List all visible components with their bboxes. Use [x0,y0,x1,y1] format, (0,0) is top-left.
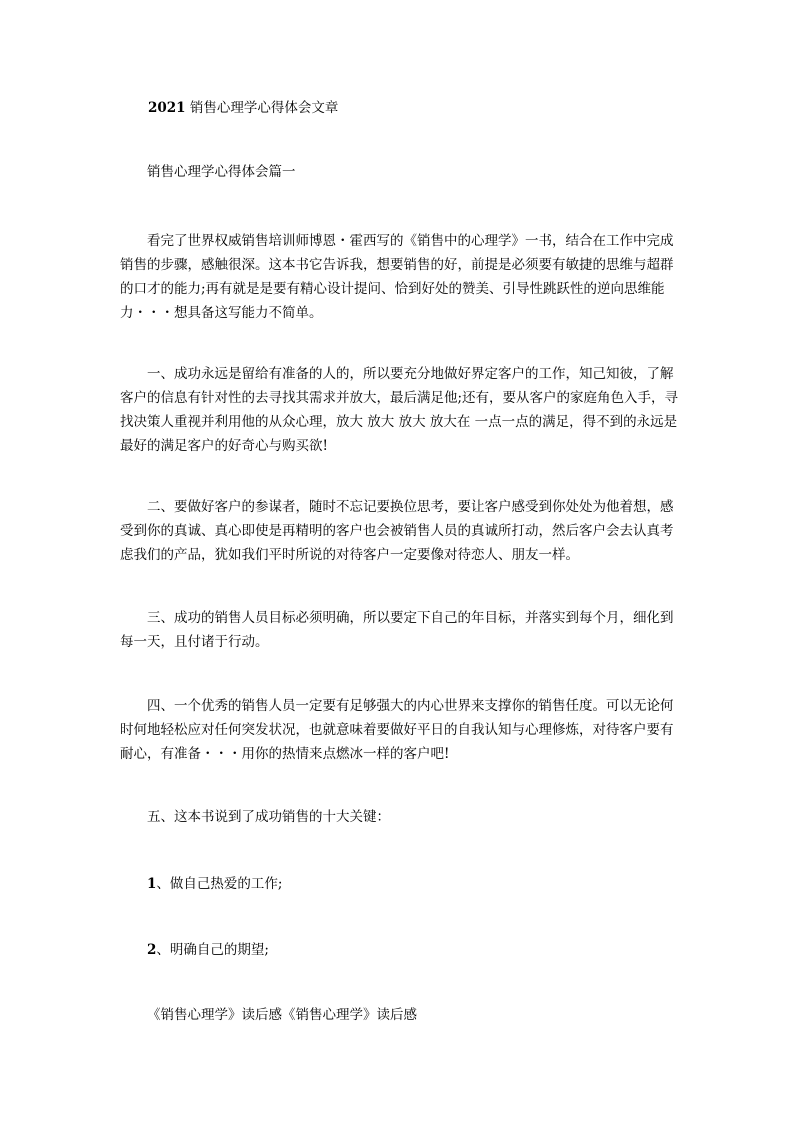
list-item-text: 、明确自己的期望; [156,942,269,958]
paragraph-intro: 看完了世界权威销售培训师博恩・霍西写的《销售中的心理学》一书，结合在工作中完成销售的步骤，感触很深。这本书它告诉我，想要销售的好，前提是必须要有敏捷的思维与超群的口才的能力;再有就是是要有精心设计提问、恰到好处的赞美、引导性跳跃性的逆向思维能力・・・想具备这写能力不简单。 [120,233,674,321]
paragraph-point-3: 三、成功的销售人员目标必须明确，所以要定下自己的年目标，并落实到每个月，细化到每一天，且付诸于行动。 [120,610,674,650]
document-subtitle: 销售心理学心得体会篇一 [147,164,296,180]
document-title [148,96,708,120]
list-item [120,872,680,896]
paragraph-point-4: 四、一个优秀的销售人员一定要有足够强大的内心世界来支撑你的销售任度。可以无论何时何地轻松应对任何突发状况，也就意味着要做好平日的自我认知与心理修炼，对待客户要有耐心，有准备・・・用你的热情来点燃冰一样的客户吧! [120,698,674,762]
footer-line: 《销售心理学》读后感《销售心理学》读后感 [147,1007,417,1023]
list-item-number: 2 [147,942,157,958]
list-item-text: 、做自己热爱的工作; [156,876,283,892]
paragraph-point-5: 五、这本书说到了成功销售的十大关键： [147,809,390,825]
list-item [120,938,680,962]
title-year: 2021 [148,100,186,116]
title-text: 销售心理学心得体会文章 [185,100,339,116]
paragraph-point-1: 一、成功永远是留给有准备的人的，所以要充分地做好界定客户的工作，知己知彼，了解客户的信息有针对性的去寻找其需求并放大，最后满足他;还有，要从客户的家庭角色入手，寻找决策人重视并利用他的从众心理，放大 放大 放大 放大在 一点一点的满足，得不到的永远是最好的满足客户的好奇心与购买欲! [120,366,679,454]
list-item-number: 1 [147,876,157,892]
paragraph-point-2: 二、要做好客户的参谋者，随时不忘记要换位思考，要让客户感受到你处处为他着想，感受到你的真诚、真心即使是再精明的客户也会被销售人员的真诚所打动，然后客户会去认真考虑我们的产品，犹如我们平时所说的对待客户一定要像对待恋人、朋友一样。 [120,499,674,563]
